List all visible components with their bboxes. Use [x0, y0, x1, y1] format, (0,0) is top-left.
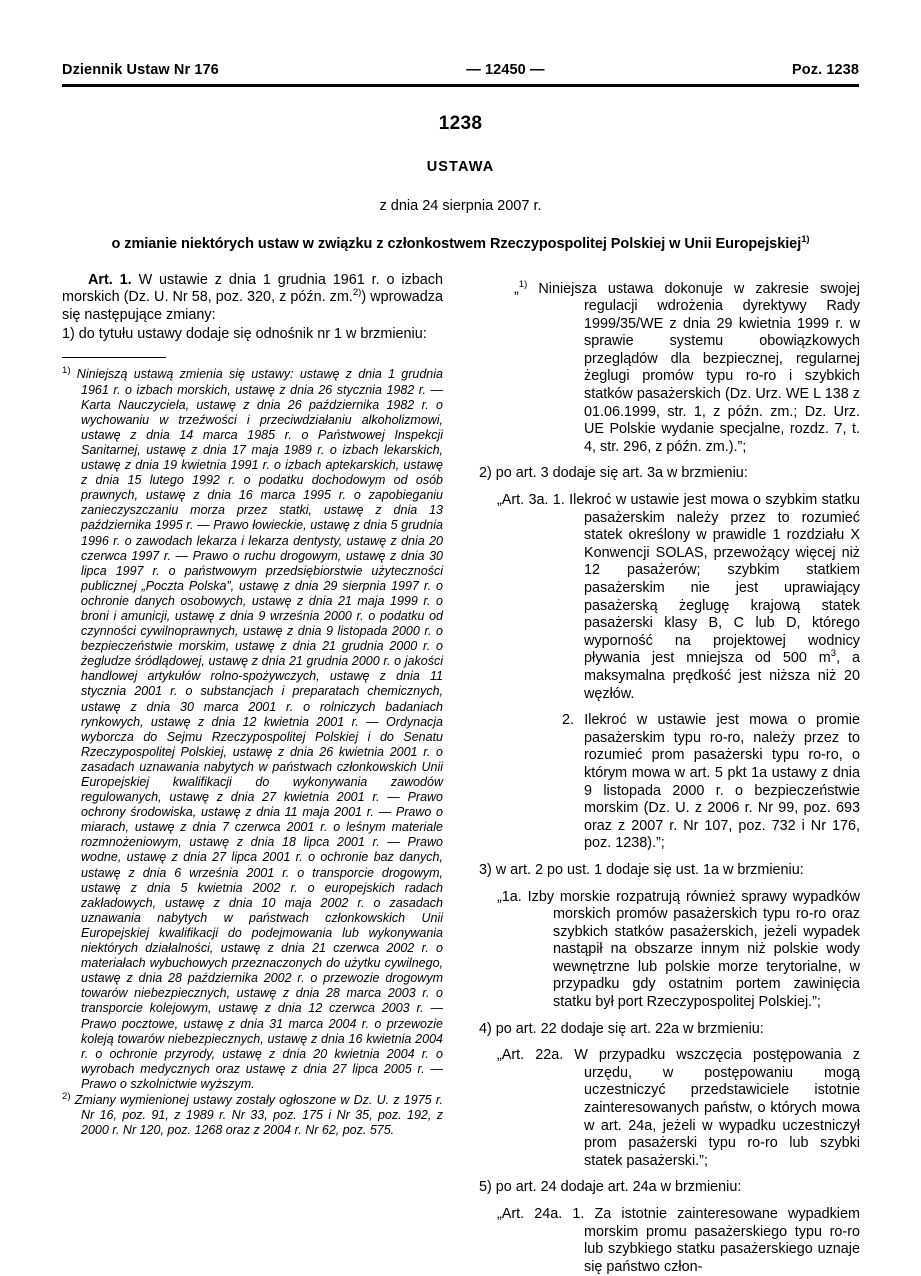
footnote-marker: 2) [62, 1091, 71, 1102]
article-1-label: Art. 1. [88, 272, 132, 288]
ustep-1a-paragraph [479, 889, 860, 1012]
article-3a-paragraph-2 [479, 712, 860, 853]
article-22a-label: „Art. 22a. [497, 1047, 563, 1063]
footnote-list [62, 367, 443, 1138]
header-rule [62, 84, 859, 87]
left-column-main-text [62, 272, 443, 344]
article-3a-label: „Art. 3a. 1. [497, 492, 565, 508]
footnotes-block [62, 357, 443, 1138]
article-3a-text-1-cont: , a maksymalna prędkość jest niższa niż 20 węzłów. [584, 650, 860, 701]
article-24a-label: „Art. 24a. 1. [497, 1206, 584, 1222]
document-title-text: o zmianie niektórych ustaw w związku z członkostwem Rzeczypospolitej Polskiej w Unii Europejskiej [111, 236, 801, 252]
footnote-item [62, 367, 443, 1092]
document-date: z dnia 24 sierpnia 2007 r. [62, 198, 859, 214]
list-item-2: 2) po art. 3 dodaje się art. 3a w brzmieniu: [479, 465, 860, 483]
title-footnote-marker: 1) [801, 234, 809, 245]
list-item-3: 3) w art. 2 po ust. 1 dodaje się ust. 1a w brzmieniu: [479, 862, 860, 880]
left-column [62, 272, 443, 1139]
ustep-1a-text: Izby morskie rozpatrują również sprawy wypadków morskich promów pasażerskich typu ro-ro oraz szybkich statków pasażerskich, jeżeli wypadek nastąpił na obszarze innym niż polskie wody wewnętrzne lub polskie morze terytorialne, w przypadku gdy ostatnim portem zawinięcia statku był port Rzeczypospolitej Polskiej.”; [522, 889, 860, 1011]
document-kind: USTAWA [62, 159, 859, 175]
list-item-1: 1) do tytułu ustawy dodaje się odnośnik nr 1 w brzmieniu: [62, 326, 443, 344]
footnote-separator-rule [62, 357, 166, 359]
article-3a-text-1: Ilekroć w ustawie jest mowa o szybkim statku pasażerskim należy przez to rozumieć statek określony w prawidle 1 rozdziału X Konwencji SOLAS, przewożący więcej niż 12 pasażerów; szybkim statkiem pasażerskim nie jest uprawiający pasażerską żeglugę krajową statek pasażerski klasy B, C lub D, którego wyporność na projektowej wodnicy pływania jest mniejsza od 500 m [565, 492, 860, 666]
quote-open-mark: „ [514, 281, 519, 297]
cubic-metre-exponent: 3 [831, 649, 836, 660]
act-number: 1238 [62, 113, 859, 135]
article-3a-paragraph-2-label: 2. [562, 712, 574, 728]
quoted-footnote-1 [479, 281, 860, 457]
masthead [62, 113, 859, 252]
article-3a-text-2: Ilekroć w ustawie jest mowa o promie pasażerskim typu ro-ro, należy przez to rozumieć prom pasażerski typu ro-ro, o którym mowa w art. 5 pkt 1a ustawy z dnia 9 listopada 2000 r. o bezpieczeństwie morskim (Dz. U. z 2006 r. Nr 99, poz. 693 oraz z 2007 r. Nr 107, poz. 732 i Nr 176, poz. 1238).”; [574, 712, 860, 851]
list-item-5: 5) po art. 24 dodaje art. 24a w brzmieniu: [479, 1179, 860, 1197]
right-column [479, 272, 860, 1276]
footnote-item [62, 1093, 443, 1138]
list-item-4: 4) po art. 22 dodaje się art. 22a w brzmieniu: [479, 1021, 860, 1039]
article-1-text-cont: ) wprowadza się następujące zmiany: [62, 289, 443, 323]
footnote-marker: 1) [62, 365, 71, 376]
article-22a-text: W przypadku wszczęcia postępowania z urzędu, w postępowaniu mogą uczestniczyć przedstawiciele istotnie zainteresowanych państw, o których mowa w art. 24a, jeżeli w wypadku uczestniczył prom pasażerski typu ro-ro lub szybki statek pasażerski.”; [563, 1047, 860, 1169]
article-1-text: W ustawie z dnia 1 grudnia 1961 r. o izbach morskich (Dz. U. Nr 58, poz. 320, z późn. zm. [62, 272, 443, 306]
quoted-footnote-text: Niniejsza ustawa dokonuje w zakresie swojej regulacji wdrożenia dyrektywy Rady 1999/35/WE z dnia 29 kwietnia 1999 r. w sprawie systemu obowiązkowych przeglądów dla bezpiecznej, regularnej żeglugi promów typu ro-ro i szybkich statków pasażerskich (Dz. Urz. WE L 138 z 01.06.1999, str. 1, z późn. zm.; Dz. Urz. UE Polskie wydanie specjalne, rozdz. 7, t. 4, str. 296, z późn. zm.).”; [527, 281, 860, 455]
article-22a-paragraph [479, 1047, 860, 1170]
article-24a-paragraph [479, 1206, 860, 1276]
article-24a-text: Za istotnie zainteresowane wypadkiem morskim promu pasażerskiego typu ro-ro lub szybkiego statku pasażerskiego uznaje się państwo człon- [584, 1206, 860, 1275]
article-1-paragraph [62, 272, 443, 325]
page-number: — 12450 — [219, 62, 792, 78]
position-label: Poz. 1238 [792, 62, 859, 78]
article-3a-paragraph-1 [479, 492, 860, 703]
two-column-body [62, 272, 859, 1276]
ustep-1a-label: „1a. [497, 889, 522, 905]
document-title [62, 236, 859, 252]
footnote-text: Niniejszą ustawą zmienia się ustawy: ustawę z dnia 1 grudnia 1961 r. o izbach morskich, ustawę z dnia 26 stycznia 1982 r. — Karta Nauczyciela, ustawę z dnia 26 października 1982 r. o wychowaniu w trzeźwości i przeciwdziałaniu alkoholizmowi, ustawę z dnia 14 marca 1985 r. o Państwowej Inspekcji Sanitarnej, ustawę z dnia 17 maja 1989 r. o izbach lekarskich, ustawę z dnia 19 kwietnia 1991 r. o izbach aptekarskich, ustawę z dnia 15 lutego 1992 r. o podatku dochodowym od osób prawnych, ustawę z dnia 16 marca 1995 r. o zapobieganiu zanieczyszczaniu morza przez statki, ustawę z dnia 13 października 1995 r. — Prawo łowieckie, ustawę z dnia 5 grudnia 1996 r. o zawodach lekarza i lekarza dentysty, ustawę z dnia 20 czerwca 1997 r. — Prawo o ruchu drogowym, ustawę z dnia 30 lipca 1997 r. o państwowym przedsiębiorstwie użyteczności publicznej „Poczta Polska”, ustawę z dnia 29 sierpnia 1997 r. o ochronie danych osobowych, ustawę z dnia 21 maja 1999 r. o broni i amunicji, ustawę z dnia 9 września 2000 r. o podatku od czynności cywilnoprawnych, ustawę z dnia 9 listopada 2000 r. o bezpieczeństwie morskim, ustawę z dnia 21 grudnia 2000 r. o żegludze śródlądowej, ustawę z dnia 21 grudnia 2000 r. o jakości handlowej artykułów rolno-spożywczych, ustawę z dnia 11 stycznia 2001 r. o substancjach i preparatach chemicznych, ustawę z dnia 30 marca 2001 r. o rolniczych badaniach rynkowych, ustawę z dnia 12 kwietnia 2001 r. — Ordynacja wyborcza do Sejmu Rzeczypospolitej Polskiej i do Senatu Rzeczypospolitej Polskiej, ustawę z dnia 26 kwietnia 2001 r. o zasadach uznawania nabytych w państwach członkowskich Unii Europejskiej kwalifikacji do wykonywania zawodów regulowanych, ustawę z dnia 27 kwietnia 2001 r. — Prawo ochrony środowiska, ustawę z dnia 11 maja 2001 r. — Prawo o miarach, ustawę z dnia 7 czerwca 2001 r. o leśnym materiale rozmnożeniowym, ustawę z dnia 18 lipca 2001 r. — Prawo wodne, ustawę z dnia 27 lipca 2001 r. o ochronie baz danych, ustawę z dnia 6 września 2001 r. o transporcie drogowym, ustawę z dnia 5 kwietnia 2002 r. o europejskich radach zakładowych, ustawę z dnia 10 maja 2002 r. o zasadach uznawania nabytych w państwach członkowskich Unii Europejskiej kwalifikacji do podejmowania lub wykonywania niektórych działalności, ustawę z dnia 21 czerwca 2002 r. o materiałach wybuchowych przeznaczonych do użytku cywilnego, ustawę z dnia 28 października 2002 r. o przewozie drogowym towarów niebezpiecznych, ustawę z dnia 28 marca 2003 r. o transporcie kolejowym, ustawę z dnia 12 czerwca 2003 r. — Prawo pocztowe, ustawę z dnia 31 marca 2004 r. o przewozie koleją towarów niebezpiecznych, ustawę z dnia 16 kwietnia 2004 r. o ochronie przyrody, ustawę z dnia 20 kwietnia 2004 r. o wyrobach medycznych oraz ustawę z dnia 27 lipca 2005 r. — Prawo o szkolnictwie wyższym. [77, 367, 443, 1090]
running-head [62, 62, 859, 84]
journal-title: Dziennik Ustaw Nr 176 [62, 62, 219, 78]
quoted-footnote-marker: 1) [519, 279, 528, 290]
article-1-footnote-marker: 2) [353, 287, 362, 298]
footnote-text: Zmiany wymienionej ustawy zostały ogłoszone w Dz. U. z 1975 r. Nr 16, poz. 91, z 1989 r. Nr 33, poz. 175 i Nr 35, poz. 192, z 2000 r. Nr 120, poz. 1268 oraz z 2004 r. Nr 62, poz. 575. [75, 1093, 443, 1137]
